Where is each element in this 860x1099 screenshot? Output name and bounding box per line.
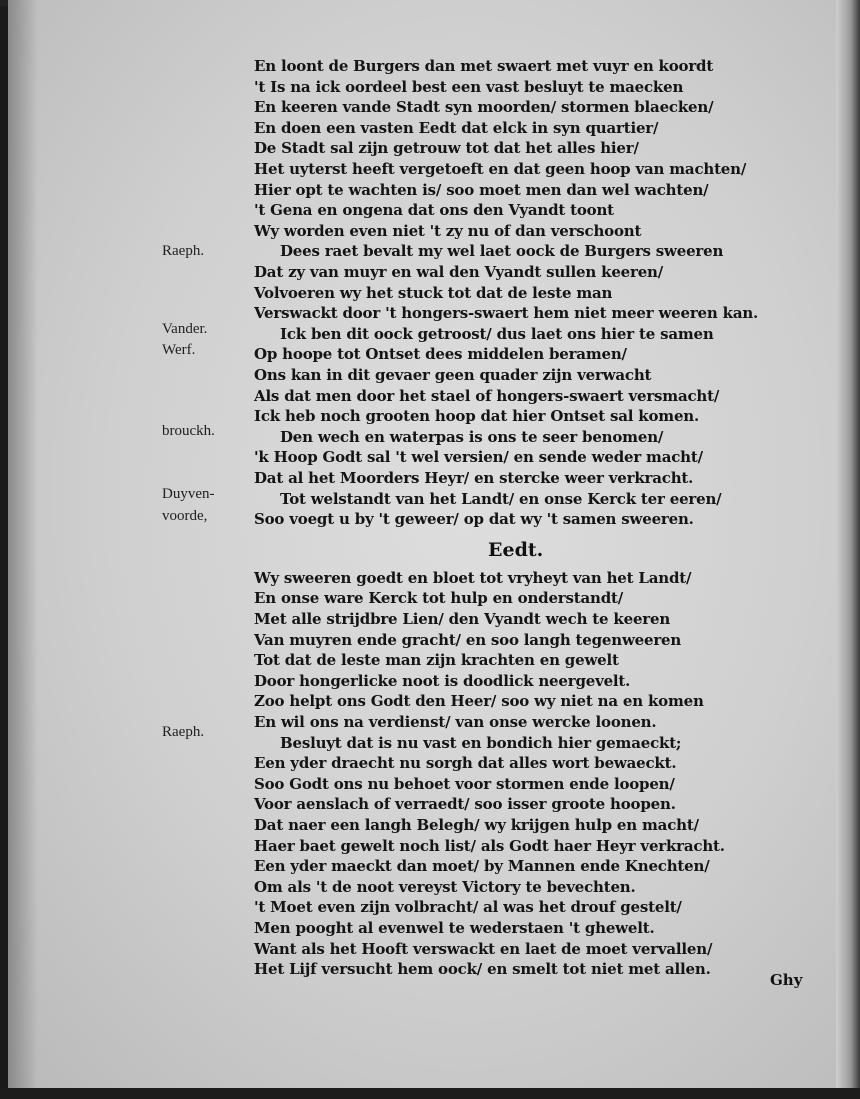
verse-line: En onse ware Kerck tot hulp en onderstandt/ <box>254 589 624 607</box>
verse-line: Verswackt door 't hongers-swaert hem niet meer weeren kan. <box>254 304 759 322</box>
verse-line: Soo Godt ons nu behoet voor stormen ende loopen/ <box>254 775 675 793</box>
speaker-label: Raeph. <box>162 724 205 740</box>
verse-text-block <box>8 0 836 1092</box>
verse-line: Voor aenslach of verraedt/ soo isser groote hoopen. <box>254 795 676 813</box>
speaker-label: Werf. <box>162 342 196 358</box>
verse-line: Het uyterst heeft vergetoeft en dat geen hoop van machten/ <box>254 160 747 178</box>
speaker-label: Raeph. <box>162 243 205 259</box>
verse-line: Als dat men door het stael of hongers-swaert versmacht/ <box>254 387 720 405</box>
speaker-label: Duyven- <box>162 486 215 502</box>
verse-line: En doen een vasten Eedt dat elck in syn quartier/ <box>254 119 659 137</box>
verse-line: Een yder maeckt dan moet/ by Mannen ende Knechten/ <box>254 857 710 875</box>
verse-line: Dat al het Moorders Heyr/ en stercke weer verkracht. <box>254 469 694 487</box>
verse-line: Dat zy van muyr en wal den Vyandt sullen keeren/ <box>254 263 664 281</box>
verse-line: Het Lijf versucht hem oock/ en smelt tot niet met allen. <box>254 960 711 978</box>
verse-line: Haer baet gewelt noch list/ als Godt haer Heyr verkracht. <box>254 837 725 855</box>
verse-line: En loont de Burgers dan met swaert met vuyr en koordt <box>254 57 714 75</box>
verse-line: Men pooght al evenwel te wederstaen 't ghewelt. <box>254 919 655 937</box>
verse-line: Op hoope tot Ontset dees middelen beramen/ <box>254 345 627 363</box>
scan-bottom-edge <box>0 1088 860 1099</box>
verse-line: Hier opt te wachten is/ soo moet men dan wel wachten/ <box>254 181 709 199</box>
verse-line: Met alle strijdbre Lien/ den Vyandt wech te keeren <box>254 610 671 628</box>
book-page <box>8 0 836 1092</box>
verse-line: 't Is na ick oordeel best een vast besluyt te maecken <box>254 78 684 96</box>
verse-line: 'k Hoop Godt sal 't wel versien/ en sende weder macht/ <box>254 448 703 466</box>
verse-line: 't Moet even zijn volbracht/ al was het drouf gestelt/ <box>254 898 682 916</box>
verse-line: Volvoeren wy het stuck tot dat de leste man <box>254 284 613 302</box>
catchword: Ghy <box>770 971 803 989</box>
verse-line: De Stadt sal zijn getrouw tot dat het alles hier/ <box>254 139 639 157</box>
verse-line: En keeren vande Stadt syn moorden/ stormen blaecken/ <box>254 98 714 116</box>
verse-line: Zoo helpt ons Godt den Heer/ soo wy niet na en komen <box>254 692 704 710</box>
verse-line: Ick heb noch grooten hoop dat hier Ontset sal komen. <box>254 407 700 425</box>
verse-line: Een yder draecht nu sorgh dat alles wort bewaeckt. <box>254 754 677 772</box>
verse-line: Tot welstandt van het Landt/ en onse Kerck ter eeren/ <box>280 490 722 508</box>
speaker-label: Vander. <box>162 321 208 337</box>
verse-line: Dat naer een langh Belegh/ wy krijgen hulp en macht/ <box>254 816 699 834</box>
verse-line: Besluyt dat is nu vast en bondich hier gemaeckt; <box>280 734 682 752</box>
scan-right-edge <box>836 0 860 1099</box>
verse-line: Ons kan in dit gevaer geen quader zijn verwacht <box>254 366 652 384</box>
verse-line: Van muyren ende gracht/ en soo langh tegenweeren <box>254 631 682 649</box>
verse-line: Soo voegt u by 't geweer/ op dat wy 't samen sweeren. <box>254 510 694 528</box>
verse-line: Wy sweeren goedt en bloet tot vryheyt van het Landt/ <box>254 569 692 587</box>
verse-line: Wy worden even niet 't zy nu of dan verschoont <box>254 222 642 240</box>
verse-line: Door hongerlicke noot is doodlick neergevelt. <box>254 672 631 690</box>
verse-line: Tot dat de leste man zijn krachten en gewelt <box>254 651 619 669</box>
verse-line: Ick ben dit oock getroost/ dus laet ons hier te samen <box>280 325 714 343</box>
verse-line: En wil ons na verdienst/ van onse wercke loonen. <box>254 713 657 731</box>
verse-line: 't Gena en ongena dat ons den Vyandt toont <box>254 201 614 219</box>
verse-line: Om als 't de noot vereyst Victory te bevechten. <box>254 878 636 896</box>
verse-line: Want als het Hooft verswackt en laet de moet vervallen/ <box>254 940 713 958</box>
verse-line: Dees raet bevalt my wel laet oock de Burgers sweeren <box>280 242 724 260</box>
verse-line: Den wech en waterpas is ons te seer benomen/ <box>280 428 664 446</box>
speaker-label: voorde, <box>162 508 208 524</box>
speaker-label: brouckh. <box>162 423 215 439</box>
section-heading: Eedt. <box>488 539 544 561</box>
